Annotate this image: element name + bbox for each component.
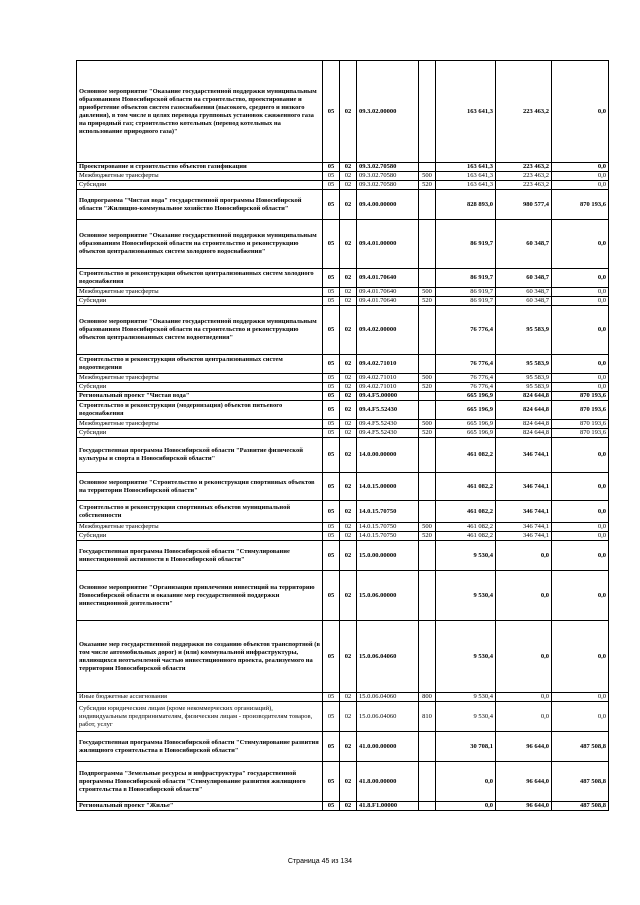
expense-type-cell: [419, 571, 436, 621]
subsection-code-cell: 02: [340, 190, 357, 220]
expense-type-cell: [419, 355, 436, 374]
table-row: [77, 420, 609, 429]
amount-year-1-cell: 665 196,9: [436, 401, 496, 420]
amount-year-2-cell: 346 744,1: [496, 501, 552, 523]
amount-year-3-cell: 487 508,8: [552, 762, 609, 802]
subsection-code-cell: 02: [340, 762, 357, 802]
row-name-cell: Государственная программа Новосибирской области "Стимулирование развития жилищного строительства в Новосибирской области": [77, 732, 323, 762]
section-code-cell: 05: [323, 621, 340, 693]
target-article-cell: 14.0.15.70750: [357, 532, 419, 541]
expense-type-cell: [419, 401, 436, 420]
subsection-code-cell: 02: [340, 429, 357, 438]
row-name-cell: Субсидии: [77, 383, 323, 392]
amount-year-1-cell: 461 082,2: [436, 473, 496, 501]
amount-year-1-cell: 9 530,4: [436, 702, 496, 732]
row-name-cell: Строительство и реконструкция объектов централизованных систем водоотведения: [77, 355, 323, 374]
expense-type-cell: [419, 621, 436, 693]
row-name-cell: Субсидии: [77, 429, 323, 438]
target-article-cell: 09.3.02.70580: [357, 172, 419, 181]
amount-year-2-cell: 0,0: [496, 541, 552, 571]
amount-year-2-cell: 223 463,2: [496, 172, 552, 181]
section-code-cell: 05: [323, 220, 340, 269]
amount-year-2-cell: 346 744,1: [496, 438, 552, 473]
subsection-code-cell: 02: [340, 355, 357, 374]
subsection-code-cell: 02: [340, 532, 357, 541]
row-name-cell: Межбюджетные трансферты: [77, 420, 323, 429]
amount-year-2-cell: 824 644,8: [496, 429, 552, 438]
amount-year-1-cell: 76 776,4: [436, 306, 496, 355]
section-code-cell: 05: [323, 374, 340, 383]
table-row: [77, 190, 609, 220]
amount-year-2-cell: 95 583,9: [496, 374, 552, 383]
row-name-cell: Основное мероприятие "Оказание государственной поддержки муниципальным образованиям Новосибирской области на строительство и реконструкцию объектов централизованных систем водоотведения": [77, 306, 323, 355]
target-article-cell: 09.3.02.70580: [357, 181, 419, 190]
table-row: [77, 61, 609, 163]
section-code-cell: 05: [323, 429, 340, 438]
amount-year-3-cell: 0,0: [552, 621, 609, 693]
amount-year-3-cell: 870 193,6: [552, 420, 609, 429]
amount-year-1-cell: 461 082,2: [436, 523, 496, 532]
target-article-cell: 09.4.F5.52430: [357, 401, 419, 420]
amount-year-1-cell: 0,0: [436, 802, 496, 811]
subsection-code-cell: 02: [340, 732, 357, 762]
subsection-code-cell: 02: [340, 383, 357, 392]
subsection-code-cell: 02: [340, 501, 357, 523]
target-article-cell: 14.0.00.00000: [357, 438, 419, 473]
amount-year-2-cell: 0,0: [496, 621, 552, 693]
amount-year-1-cell: 9 530,4: [436, 571, 496, 621]
section-code-cell: 05: [323, 269, 340, 288]
amount-year-1-cell: 86 919,7: [436, 269, 496, 288]
amount-year-3-cell: 0,0: [552, 61, 609, 163]
amount-year-1-cell: 76 776,4: [436, 374, 496, 383]
amount-year-3-cell: 0,0: [552, 181, 609, 190]
row-name-cell: Основное мероприятие "Оказание государственной поддержки муниципальным образованиям Новосибирской области на строительство и реконструкцию объектов централизованных систем холодного водоснабжения": [77, 220, 323, 269]
row-name-cell: Межбюджетные трансферты: [77, 374, 323, 383]
amount-year-3-cell: 870 193,6: [552, 392, 609, 401]
amount-year-3-cell: 870 193,6: [552, 401, 609, 420]
table-row: [77, 297, 609, 306]
page-number-label: Страница 45 из 134: [287, 858, 353, 865]
expense-type-cell: [419, 473, 436, 501]
amount-year-3-cell: 0,0: [552, 269, 609, 288]
expense-type-cell: 500: [419, 523, 436, 532]
expense-type-cell: [419, 541, 436, 571]
amount-year-2-cell: 60 348,7: [496, 297, 552, 306]
table-row: [77, 374, 609, 383]
amount-year-2-cell: 346 744,1: [496, 473, 552, 501]
section-code-cell: 05: [323, 172, 340, 181]
section-code-cell: 05: [323, 732, 340, 762]
amount-year-1-cell: 163 641,3: [436, 61, 496, 163]
expense-type-cell: [419, 501, 436, 523]
target-article-cell: 09.4.01.70640: [357, 288, 419, 297]
amount-year-2-cell: 223 463,2: [496, 61, 552, 163]
table-row: [77, 762, 609, 802]
table-row: [77, 501, 609, 523]
amount-year-3-cell: 0,0: [552, 355, 609, 374]
amount-year-1-cell: 9 530,4: [436, 693, 496, 702]
expense-type-cell: [419, 762, 436, 802]
row-name-cell: Государственная программа Новосибирской области "Стимулирование инвестиционной активности в Новосибирской области": [77, 541, 323, 571]
expense-type-cell: 810: [419, 702, 436, 732]
table-row: [77, 355, 609, 374]
table-row: [77, 438, 609, 473]
target-article-cell: 09.4.02.00000: [357, 306, 419, 355]
row-name-cell: Проектирование и строительство объектов газификации: [77, 163, 323, 172]
table-row: [77, 401, 609, 420]
table-row: [77, 621, 609, 693]
subsection-code-cell: 02: [340, 220, 357, 269]
section-code-cell: 05: [323, 297, 340, 306]
section-code-cell: 05: [323, 355, 340, 374]
section-code-cell: 05: [323, 702, 340, 732]
amount-year-1-cell: 828 893,0: [436, 190, 496, 220]
subsection-code-cell: 02: [340, 61, 357, 163]
amount-year-1-cell: 86 919,7: [436, 288, 496, 297]
expense-type-cell: 520: [419, 429, 436, 438]
row-name-cell: Строительство и реконструкция (модернизация) объектов питьевого водоснабжения: [77, 401, 323, 420]
expense-type-cell: [419, 732, 436, 762]
subsection-code-cell: 02: [340, 306, 357, 355]
subsection-code-cell: 02: [340, 392, 357, 401]
subsection-code-cell: 02: [340, 541, 357, 571]
table-row: [77, 163, 609, 172]
expense-type-cell: 500: [419, 374, 436, 383]
target-article-cell: 09.4.01.70640: [357, 297, 419, 306]
amount-year-2-cell: 96 644,0: [496, 802, 552, 811]
target-article-cell: 41.8.00.00000: [357, 762, 419, 802]
section-code-cell: 05: [323, 420, 340, 429]
amount-year-1-cell: 0,0: [436, 762, 496, 802]
target-article-cell: 09.4.F5.52430: [357, 420, 419, 429]
expense-type-cell: 500: [419, 172, 436, 181]
target-article-cell: 14.0.15.70750: [357, 501, 419, 523]
amount-year-2-cell: 60 348,7: [496, 220, 552, 269]
target-article-cell: 41.8.F1.00000: [357, 802, 419, 811]
expense-type-cell: 500: [419, 420, 436, 429]
amount-year-2-cell: 60 348,7: [496, 269, 552, 288]
expense-type-cell: 500: [419, 288, 436, 297]
target-article-cell: 09.4.F5.00000: [357, 392, 419, 401]
amount-year-1-cell: 163 641,3: [436, 181, 496, 190]
amount-year-3-cell: 0,0: [552, 532, 609, 541]
subsection-code-cell: 02: [340, 288, 357, 297]
row-name-cell: Межбюджетные трансферты: [77, 288, 323, 297]
amount-year-3-cell: 0,0: [552, 501, 609, 523]
table-row: [77, 306, 609, 355]
amount-year-1-cell: 9 530,4: [436, 621, 496, 693]
amount-year-2-cell: 95 583,9: [496, 383, 552, 392]
amount-year-3-cell: 0,0: [552, 571, 609, 621]
amount-year-2-cell: 346 744,1: [496, 532, 552, 541]
amount-year-3-cell: 0,0: [552, 702, 609, 732]
expense-type-cell: [419, 802, 436, 811]
amount-year-1-cell: 461 082,2: [436, 438, 496, 473]
amount-year-1-cell: 9 530,4: [436, 541, 496, 571]
table-row: [77, 288, 609, 297]
row-name-cell: Основное мероприятие "Оказание государственной поддержки муниципальным образованиям Новосибирской области на строительство, проектирование и приобретение объектов систем газоснабжения (высокого, среднего и низкого давления), в том числе в целях перевода групповых установок сжиженного газа на природный газ; строительство котельных (перевод котельных на использование природного газа)": [77, 61, 323, 163]
amount-year-3-cell: 0,0: [552, 438, 609, 473]
subsection-code-cell: 02: [340, 702, 357, 732]
amount-year-3-cell: 870 193,6: [552, 190, 609, 220]
amount-year-1-cell: 86 919,7: [436, 297, 496, 306]
target-article-cell: 14.0.15.70750: [357, 523, 419, 532]
row-name-cell: Строительство и реконструкция спортивных объектов муниципальной собственности: [77, 501, 323, 523]
amount-year-3-cell: 0,0: [552, 383, 609, 392]
section-code-cell: 05: [323, 571, 340, 621]
row-name-cell: Иные бюджетные ассигнования: [77, 693, 323, 702]
amount-year-2-cell: 223 463,2: [496, 181, 552, 190]
row-name-cell: Субсидии: [77, 532, 323, 541]
section-code-cell: 05: [323, 523, 340, 532]
subsection-code-cell: 02: [340, 802, 357, 811]
amount-year-1-cell: 461 082,2: [436, 501, 496, 523]
amount-year-2-cell: 95 583,9: [496, 355, 552, 374]
amount-year-2-cell: 0,0: [496, 702, 552, 732]
row-name-cell: Основное мероприятие "Организация привлечения инвестиций на территорию Новосибирской области и оказание мер государственной поддержки инвестиционной деятельности": [77, 571, 323, 621]
table-row: [77, 429, 609, 438]
page-footer: [0, 858, 640, 865]
subsection-code-cell: 02: [340, 571, 357, 621]
section-code-cell: 05: [323, 181, 340, 190]
amount-year-1-cell: 76 776,4: [436, 383, 496, 392]
expense-type-cell: [419, 438, 436, 473]
row-name-cell: Строительство и реконструкция объектов централизованных систем холодного водоснабжения: [77, 269, 323, 288]
amount-year-3-cell: 0,0: [552, 163, 609, 172]
table-row: [77, 392, 609, 401]
section-code-cell: 05: [323, 163, 340, 172]
target-article-cell: 09.4.02.71010: [357, 374, 419, 383]
target-article-cell: 09.4.00.00000: [357, 190, 419, 220]
amount-year-1-cell: 76 776,4: [436, 355, 496, 374]
amount-year-3-cell: 0,0: [552, 297, 609, 306]
table-body: [77, 61, 609, 811]
subsection-code-cell: 02: [340, 693, 357, 702]
row-name-cell: Оказание мер государственной поддержки по созданию объектов транспортной (в том числе автомобильных дорог) и (или) коммунальной инфраструктуры, являющихся неотъемлемой частью инвестиционного проекта, реализуемого на территории Новосибирской области: [77, 621, 323, 693]
table-row: [77, 702, 609, 732]
amount-year-1-cell: 163 641,3: [436, 163, 496, 172]
expense-type-cell: 520: [419, 383, 436, 392]
target-article-cell: 09.4.02.71010: [357, 355, 419, 374]
table-row: [77, 571, 609, 621]
table-row: [77, 732, 609, 762]
subsection-code-cell: 02: [340, 523, 357, 532]
amount-year-2-cell: 346 744,1: [496, 523, 552, 532]
amount-year-3-cell: 0,0: [552, 288, 609, 297]
expense-type-cell: [419, 392, 436, 401]
table-row: [77, 532, 609, 541]
subsection-code-cell: 02: [340, 420, 357, 429]
section-code-cell: 05: [323, 541, 340, 571]
table-row: [77, 269, 609, 288]
target-article-cell: 09.4.02.71010: [357, 383, 419, 392]
amount-year-3-cell: 0,0: [552, 220, 609, 269]
target-article-cell: 09.3.02.00000: [357, 61, 419, 163]
table-row: [77, 172, 609, 181]
subsection-code-cell: 02: [340, 269, 357, 288]
amount-year-1-cell: 665 196,9: [436, 429, 496, 438]
amount-year-3-cell: 870 193,6: [552, 429, 609, 438]
subsection-code-cell: 02: [340, 438, 357, 473]
expense-type-cell: 520: [419, 181, 436, 190]
target-article-cell: 15.0.06.00000: [357, 571, 419, 621]
amount-year-2-cell: 0,0: [496, 571, 552, 621]
table-row: [77, 220, 609, 269]
amount-year-2-cell: 223 463,2: [496, 163, 552, 172]
amount-year-2-cell: 824 644,8: [496, 420, 552, 429]
amount-year-3-cell: 0,0: [552, 172, 609, 181]
section-code-cell: 05: [323, 401, 340, 420]
amount-year-1-cell: 163 641,3: [436, 172, 496, 181]
budget-table: [76, 60, 609, 811]
target-article-cell: 14.0.15.00000: [357, 473, 419, 501]
expense-type-cell: [419, 61, 436, 163]
expense-type-cell: 800: [419, 693, 436, 702]
target-article-cell: 15.0.06.04060: [357, 693, 419, 702]
section-code-cell: 05: [323, 190, 340, 220]
row-name-cell: Субсидии: [77, 181, 323, 190]
expense-type-cell: [419, 163, 436, 172]
amount-year-3-cell: 487 508,8: [552, 732, 609, 762]
target-article-cell: 09.3.02.70580: [357, 163, 419, 172]
row-name-cell: Межбюджетные трансферты: [77, 172, 323, 181]
row-name-cell: Подпрограмма "Земельные ресурсы и инфраструктура" государственной программы Новосибирской области "Стимулирование развития жилищного строительства в Новосибирской области": [77, 762, 323, 802]
target-article-cell: 15.0.06.04060: [357, 702, 419, 732]
section-code-cell: 05: [323, 802, 340, 811]
expense-type-cell: [419, 190, 436, 220]
target-article-cell: 41.0.00.00000: [357, 732, 419, 762]
table-row: [77, 523, 609, 532]
section-code-cell: 05: [323, 392, 340, 401]
amount-year-2-cell: 824 644,8: [496, 392, 552, 401]
subsection-code-cell: 02: [340, 374, 357, 383]
amount-year-2-cell: 824 644,8: [496, 401, 552, 420]
amount-year-3-cell: 0,0: [552, 693, 609, 702]
row-name-cell: Региональный проект "Жилье": [77, 802, 323, 811]
section-code-cell: 05: [323, 288, 340, 297]
amount-year-2-cell: 0,0: [496, 693, 552, 702]
table-row: [77, 383, 609, 392]
amount-year-3-cell: 0,0: [552, 374, 609, 383]
amount-year-1-cell: 86 919,7: [436, 220, 496, 269]
amount-year-1-cell: 665 196,9: [436, 392, 496, 401]
amount-year-2-cell: 980 577,4: [496, 190, 552, 220]
expense-type-cell: [419, 220, 436, 269]
amount-year-3-cell: 0,0: [552, 306, 609, 355]
subsection-code-cell: 02: [340, 297, 357, 306]
subsection-code-cell: 02: [340, 401, 357, 420]
section-code-cell: 05: [323, 501, 340, 523]
amount-year-3-cell: 487 508,8: [552, 802, 609, 811]
row-name-cell: Государственная программа Новосибирской области "Развитие физической культуры и спорта в Новосибирской области": [77, 438, 323, 473]
row-name-cell: Основное мероприятие "Строительство и реконструкция спортивных объектов на территории Новосибирской области": [77, 473, 323, 501]
section-code-cell: 05: [323, 61, 340, 163]
amount-year-1-cell: 461 082,2: [436, 532, 496, 541]
amount-year-2-cell: 96 644,0: [496, 732, 552, 762]
row-name-cell: Региональный проект "Чистая вода": [77, 392, 323, 401]
amount-year-3-cell: 0,0: [552, 541, 609, 571]
amount-year-1-cell: 30 708,1: [436, 732, 496, 762]
row-name-cell: Субсидии юридическим лицам (кроме некоммерческих организаций), индивидуальным предпринимателям, физическим лицам - производителям товаров, работ, услуг: [77, 702, 323, 732]
target-article-cell: 09.4.F5.52430: [357, 429, 419, 438]
section-code-cell: 05: [323, 693, 340, 702]
target-article-cell: 15.0.06.04060: [357, 621, 419, 693]
expense-type-cell: 520: [419, 297, 436, 306]
row-name-cell: Межбюджетные трансферты: [77, 523, 323, 532]
table-row: [77, 802, 609, 811]
section-code-cell: 05: [323, 383, 340, 392]
row-name-cell: Подпрограмма "Чистая вода" государственной программы Новосибирской области "Жилищно-коммунальное хозяйство Новосибирской области": [77, 190, 323, 220]
amount-year-2-cell: 96 644,0: [496, 762, 552, 802]
subsection-code-cell: 02: [340, 163, 357, 172]
subsection-code-cell: 02: [340, 172, 357, 181]
row-name-cell: Субсидии: [77, 297, 323, 306]
subsection-code-cell: 02: [340, 181, 357, 190]
section-code-cell: 05: [323, 473, 340, 501]
section-code-cell: 05: [323, 438, 340, 473]
table-row: [77, 181, 609, 190]
section-code-cell: 05: [323, 532, 340, 541]
target-article-cell: 09.4.01.00000: [357, 220, 419, 269]
subsection-code-cell: 02: [340, 621, 357, 693]
section-code-cell: 05: [323, 762, 340, 802]
amount-year-3-cell: 0,0: [552, 473, 609, 501]
target-article-cell: 15.0.00.00000: [357, 541, 419, 571]
amount-year-2-cell: 60 348,7: [496, 288, 552, 297]
expense-type-cell: [419, 306, 436, 355]
table-row: [77, 473, 609, 501]
section-code-cell: 05: [323, 306, 340, 355]
amount-year-1-cell: 665 196,9: [436, 420, 496, 429]
subsection-code-cell: 02: [340, 473, 357, 501]
expense-type-cell: 520: [419, 532, 436, 541]
amount-year-3-cell: 0,0: [552, 523, 609, 532]
table-row: [77, 693, 609, 702]
amount-year-2-cell: 95 583,9: [496, 306, 552, 355]
table-row: [77, 541, 609, 571]
expense-type-cell: [419, 269, 436, 288]
target-article-cell: 09.4.01.70640: [357, 269, 419, 288]
